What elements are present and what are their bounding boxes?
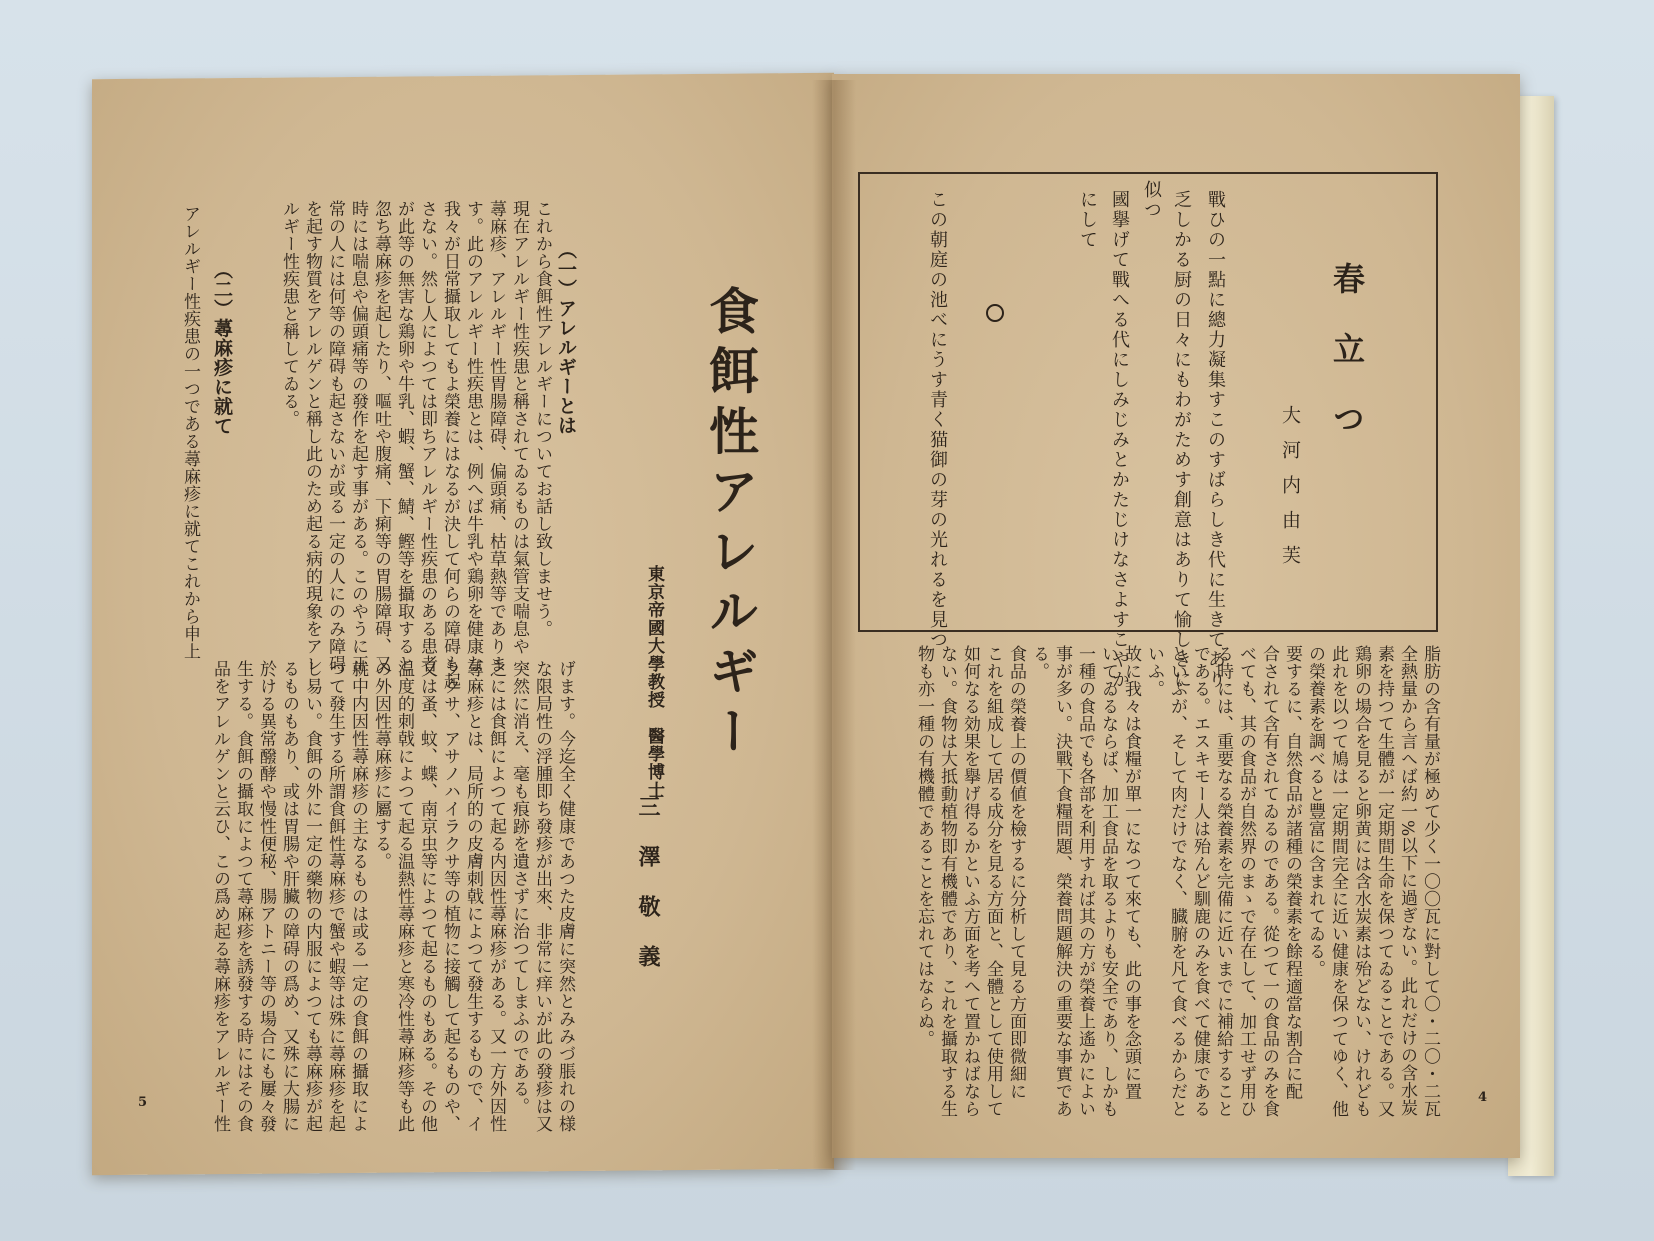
text-column: 蕁麻疹、アレルギー性胃腸障碍、偏頭痛、枯草熱等でありま xyxy=(486,200,506,673)
book-gutter xyxy=(812,80,856,1170)
text-column: 要するに、自然食品が諸種の榮養素を餘程適當な割合に配 xyxy=(1282,645,1302,1100)
text-column: 故に我々は食糧が單一になつて來ても、此の事を念頭に置 xyxy=(1121,645,1141,1100)
text-column: を起す物質をアレルゲンと稱し此のため起る病的現象をアレ xyxy=(302,200,322,673)
text-column: げます。今迄全く健康であつた皮膚に突然とみみづ脹れの様 xyxy=(555,660,575,1133)
text-column: るものもあり、或は胃腸や肝臟の障碍の爲め、又殊に大腸に xyxy=(279,660,299,1133)
text-column: す。此のアレルギー性疾患とは、例へば牛乳や鶏卵を健康な xyxy=(463,200,483,673)
text-column: 此れを以つて鳩は一定期間完全に近い健康を保つてゆく、他 xyxy=(1328,645,1348,1118)
section-heading-allergy: （一）アレルギーとは xyxy=(555,240,577,435)
text-column: 合されて含有されてゐるのである。從つて一の食品のみを食 xyxy=(1259,645,1279,1118)
poem-separator-circle xyxy=(986,304,1004,322)
poem-author: 大河内由芙 xyxy=(1279,405,1301,580)
text-column: べても、其の食品が自然界のまゝで存在して、加工せず用ひ xyxy=(1236,645,1256,1118)
poem-line: 國擧げて戰へる代にしみじみとかたじけなさよすこやか xyxy=(1109,190,1130,690)
text-column: 食品の榮養上の價値を檢するに分析して見る方面即微細に xyxy=(1006,645,1026,1100)
text-column: 常の人には何等の障碍も起さないが或る一定の人にのみ障碍 xyxy=(325,200,345,673)
poem-line: この朝庭の池べにうす青く猫御の芽の光れるを見つ xyxy=(927,190,948,650)
text-column: 鶏卵の場合を見ると卵黄には含水炭素は殆どない、けれども xyxy=(1351,645,1371,1118)
poem-line: 戰ひの一點に總力凝集すこのすばらしき代に生きてあり xyxy=(1205,190,1226,690)
text-column: これを組成して居る成分を見る方面と、全體として使用して xyxy=(983,645,1003,1118)
text-column: の外因性蕁麻疹に屬する。 xyxy=(371,660,391,870)
text-column: いふ。 xyxy=(1144,645,1164,698)
text-column: 素を持つて生體が一定期間生命を保つてゐることである。又 xyxy=(1374,645,1394,1118)
poem-line: 乏しかる厨の日々にもわがためす創意はありて愉しきに xyxy=(1171,190,1192,690)
text-column: 脂肪の含有量が極めて少く一〇〇瓦に對して〇・二〇・二瓦 xyxy=(1420,645,1440,1118)
text-column: 突然に消え、毫も痕跡を遺さずに治つてしまふのである。 xyxy=(509,660,529,1115)
text-column: といふが、そして肉だけでなく、臓腑を凡て食べるからだと xyxy=(1167,645,1187,1118)
text-column: 蕁麻疹とは、局所的の皮膚刺戟によつて發生するもので、イ xyxy=(463,660,483,1133)
article-author: 三澤敬義 xyxy=(635,795,661,995)
text-column: 我々が日常攝取してもよ榮養にはなるが決して何らの障碍も起 xyxy=(440,200,460,690)
text-column: 又は蚤、蚊、蝶、南京虫等によつて起るものもある。その他 xyxy=(417,660,437,1133)
poem-title: 春立つ xyxy=(1328,262,1366,472)
text-column: これから食餌性アレルギーについてお話し致しませう。 xyxy=(532,200,552,638)
text-column: 品をアレルゲンと云ひ、この爲め起る蕁麻疹をアレルギー性 xyxy=(210,660,230,1133)
text-column: つて發生する所謂食餌性蕁麻疹で蟹や蝦等は殊に蕁麻疹を起 xyxy=(325,660,345,1133)
text-column: 事が多い。決戰下食糧問題、榮養問題解決の重要な事實であ xyxy=(1052,645,1072,1118)
text-column: が此等の無害な鶏卵や牛乳、蝦、蟹、鯖、鰹等を攝取すると xyxy=(394,200,414,673)
text-column: の榮養素を調べると豐富に含まれてゐる。 xyxy=(1305,645,1325,978)
author-affiliation: 東京帝國大學教授 醫學博士 xyxy=(644,565,664,799)
poem-line: 似つ xyxy=(1141,180,1162,220)
poem-line: にして xyxy=(1077,190,1098,250)
page-number-left: 5 xyxy=(138,1095,148,1110)
article-title: 食餌性アレルギー xyxy=(701,285,760,765)
section-heading-urticaria: （二）蕁麻疹に就て xyxy=(211,260,233,436)
text-column: さない。然し人によつては即ちアレルギー性疾患のある患者 xyxy=(417,200,437,673)
text-column: 全熱量から言へば約一%以下に過ぎない。此れだけの含水炭 xyxy=(1397,645,1417,1117)
text-column: 之には食餌によつて起る内因性蕁麻疹がある。又一方外因性 xyxy=(486,660,506,1133)
text-column: 時には喘息や偏頭痛等の發作を起す事がある。このやうに正 xyxy=(348,200,368,673)
text-column: 温度的刺戟によつて起る温熱性蕁麻疹と寒冷性蕁麻疹等も此 xyxy=(394,660,414,1133)
text-column: いてゐるならば、加工食品を取るよりも安全であり、しかも xyxy=(1098,645,1118,1118)
text-column: 生する。食餌の攝取によつて蕁麻疹を誘發する時にはその食 xyxy=(233,660,253,1133)
text-column: 忽ち蕁麻疹を起したり、嘔吐や腹痛、下痢等の胃腸障碍、又 xyxy=(371,200,391,673)
text-column: ラクサ、アサノハイラクサ等の植物に接觸して起るものや、 xyxy=(440,660,460,1133)
text-column: ルギー性疾患と稱してゐる。 xyxy=(279,200,299,428)
text-column: な限局性の浮腫即ち發疹が出來、非常に痒いが此の發疹は又 xyxy=(532,660,552,1133)
text-column: る。 xyxy=(1029,645,1049,680)
page-number-right: 4 xyxy=(1478,1090,1488,1105)
text-column: 現在アレルギー性疾患と稱されてゐるものは氣管支喘息や xyxy=(509,200,529,655)
text-column: アレルギー性疾患の一つである蕁麻疹に就てこれから申上 xyxy=(180,205,200,660)
text-column: 於ける異常醱酵や慢性便秘、腸アトニー等の場合にも屢々發 xyxy=(256,660,276,1133)
text-column: ない。食物は大抵動植物即有機體であり、これを攝取する生 xyxy=(937,645,957,1118)
text-column: である。エスキモー人は殆んど馴鹿のみを食べて健康である xyxy=(1190,645,1210,1118)
text-column: 物も亦一種の有機體であることを忘れてはならぬ。 xyxy=(914,645,934,1048)
text-column: 如何なる効果を擧げ得るかといふ方面を考へて置かねばなら xyxy=(960,645,980,1118)
text-column: し易い。食餌の外に一定の藥物の内服によつても蕁麻疹が起 xyxy=(302,660,322,1133)
text-column: 就中内因性蕁麻疹の主なるものは或る一定の食餌の攝取によ xyxy=(348,660,368,1133)
text-column: る時には、重要なる榮養素を完備に近いまでに補給すること xyxy=(1213,645,1233,1118)
text-column: 一種の食品でも各部を利用すれば其の方が榮養上遙かによい xyxy=(1075,645,1095,1118)
